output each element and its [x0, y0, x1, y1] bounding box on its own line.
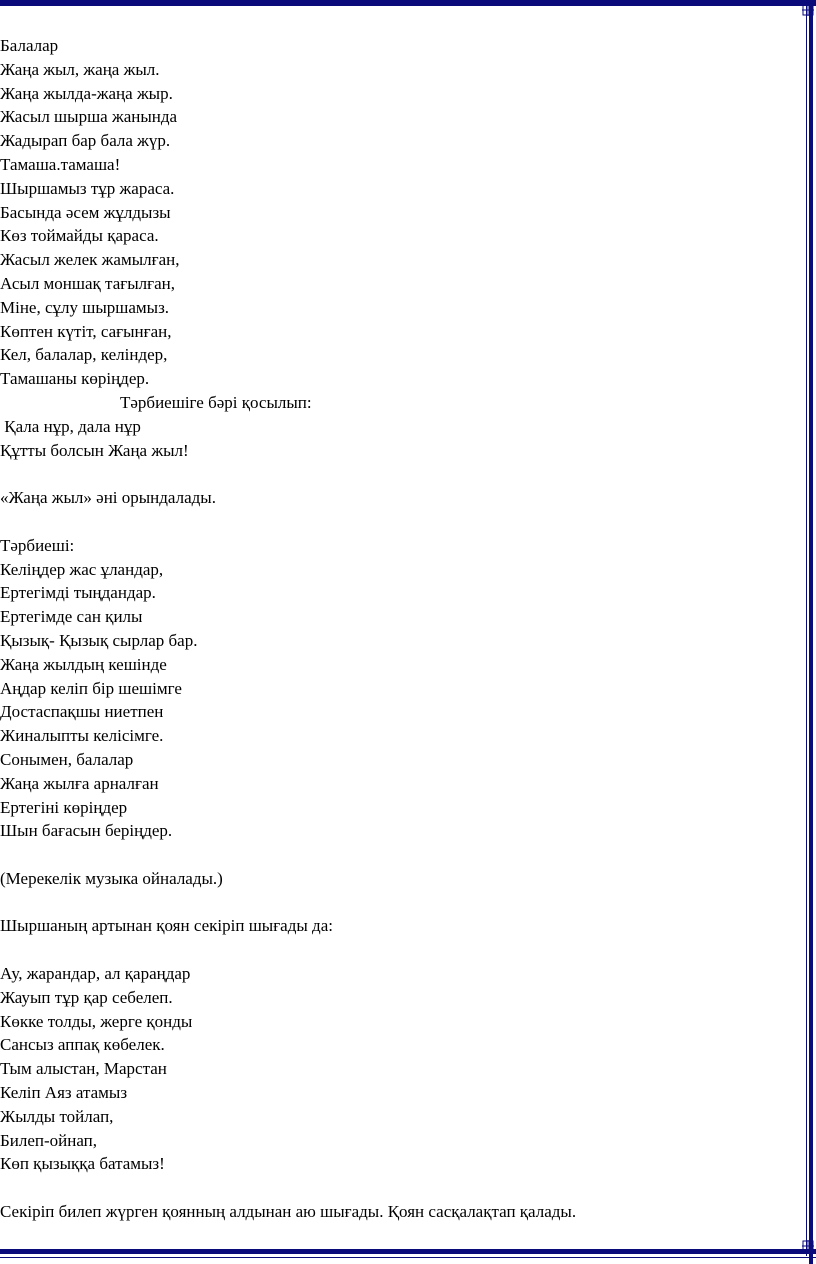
text-line: Келіп Аяз атамыз	[0, 1083, 128, 1103]
music-note: (Мерекелік музыка ойналады.)	[0, 868, 223, 888]
text-line: Тамашаны көріңдер.	[0, 369, 150, 389]
text-line: Достаспақшы ниетпен	[0, 702, 164, 722]
song-note: «Жаңа жыл» әні орындалады.	[0, 488, 216, 508]
text-line: Жасыл желек жамылған,	[0, 250, 180, 270]
blank-line	[0, 462, 790, 486]
text-line: Шыршамыз тұр жараса.	[0, 178, 175, 198]
text-line: Ау, жарандар, ал қараңдар	[0, 964, 191, 984]
text-line: Ертегімді тыңдандар.	[0, 583, 156, 603]
stage-direction: Шыршаның артынан қоян секіріп шығады да:	[0, 916, 333, 936]
blank-line	[0, 891, 790, 915]
text-line: Сансыз аппақ көбелек.	[0, 1035, 165, 1055]
text-line: Асыл моншақ тағылған,	[0, 273, 175, 293]
blank-line	[0, 843, 790, 867]
speaker-label: Тәрбиеші:	[0, 535, 75, 555]
text-line: Жиналыпты келісімге.	[0, 726, 164, 746]
text-line: Билеп-ойнап,	[0, 1130, 98, 1150]
blank-line	[0, 938, 790, 962]
page-border-top	[0, 0, 816, 6]
final-stage-direction: Секіріп билеп жүрген қоянның алдынан аю шығады. Қоян сасқалақтап қалады.	[0, 1202, 577, 1222]
text-line: Ертегіні көріңдер	[0, 797, 128, 817]
text-line: Жасыл шырша жанында	[0, 107, 178, 127]
corner-crosshair-icon	[802, 1240, 814, 1252]
centered-stage-direction: Тәрбиешіге бәрі қосылып:	[120, 392, 312, 412]
text-line: Көп қызыққа батамыз!	[0, 1154, 165, 1174]
text-line: Тамаша.тамаша!	[0, 154, 121, 174]
page-border-right-inner	[806, 6, 807, 1256]
text-line: Құтты болсын Жаңа жыл!	[0, 440, 189, 460]
text-line: Басында әсем жұлдызы	[0, 202, 171, 222]
text-line: Ертегімде сан қилы	[0, 607, 143, 627]
text-line: Жаңа жылдың кешінде	[0, 654, 167, 674]
text-line: Міне, сұлу шыршамыз.	[0, 297, 170, 317]
text-line: Шын бағасын беріңдер.	[0, 821, 173, 841]
text-line: Тым алыстан, Марстан	[0, 1059, 167, 1079]
text-line: Кел, балалар, келіндер,	[0, 345, 168, 365]
text-line: Сонымен, балалар	[0, 749, 134, 769]
text-line: Жылды тойлап,	[0, 1106, 114, 1126]
text-line: Жауып тұр қар себелеп.	[0, 987, 173, 1007]
text-line: Балалар	[0, 36, 59, 55]
text-line: Келіңдер жас ұландар,	[0, 559, 164, 579]
blank-line	[0, 510, 790, 534]
text-line: Қызық- Қызық сырлар бар.	[0, 630, 198, 650]
text-line: Көз тоймайды қараса.	[0, 226, 159, 246]
blank-line	[0, 1176, 790, 1200]
text-line: Көптен күтіт, сағынған,	[0, 321, 172, 341]
text-line: Жадырап бар бала жүр.	[0, 131, 171, 151]
text-line: Жаңа жылда-жаңа жыр.	[0, 83, 173, 103]
text-line: Жаңа жыл, жаңа жыл.	[0, 59, 160, 79]
page-border-bottom-inner	[0, 1257, 816, 1258]
document-body	[0, 34, 790, 1224]
text-line: Қала нұр, дала нұр	[0, 416, 141, 436]
page-border-right	[809, 0, 813, 1264]
text-line: Жаңа жылға арналған	[0, 773, 159, 793]
page-border-bottom	[0, 1249, 816, 1254]
corner-crosshair-icon	[802, 4, 814, 16]
text-line: Аңдар келіп бір шешімге	[0, 678, 182, 698]
text-line: Көкке толды, жерге қонды	[0, 1011, 193, 1031]
